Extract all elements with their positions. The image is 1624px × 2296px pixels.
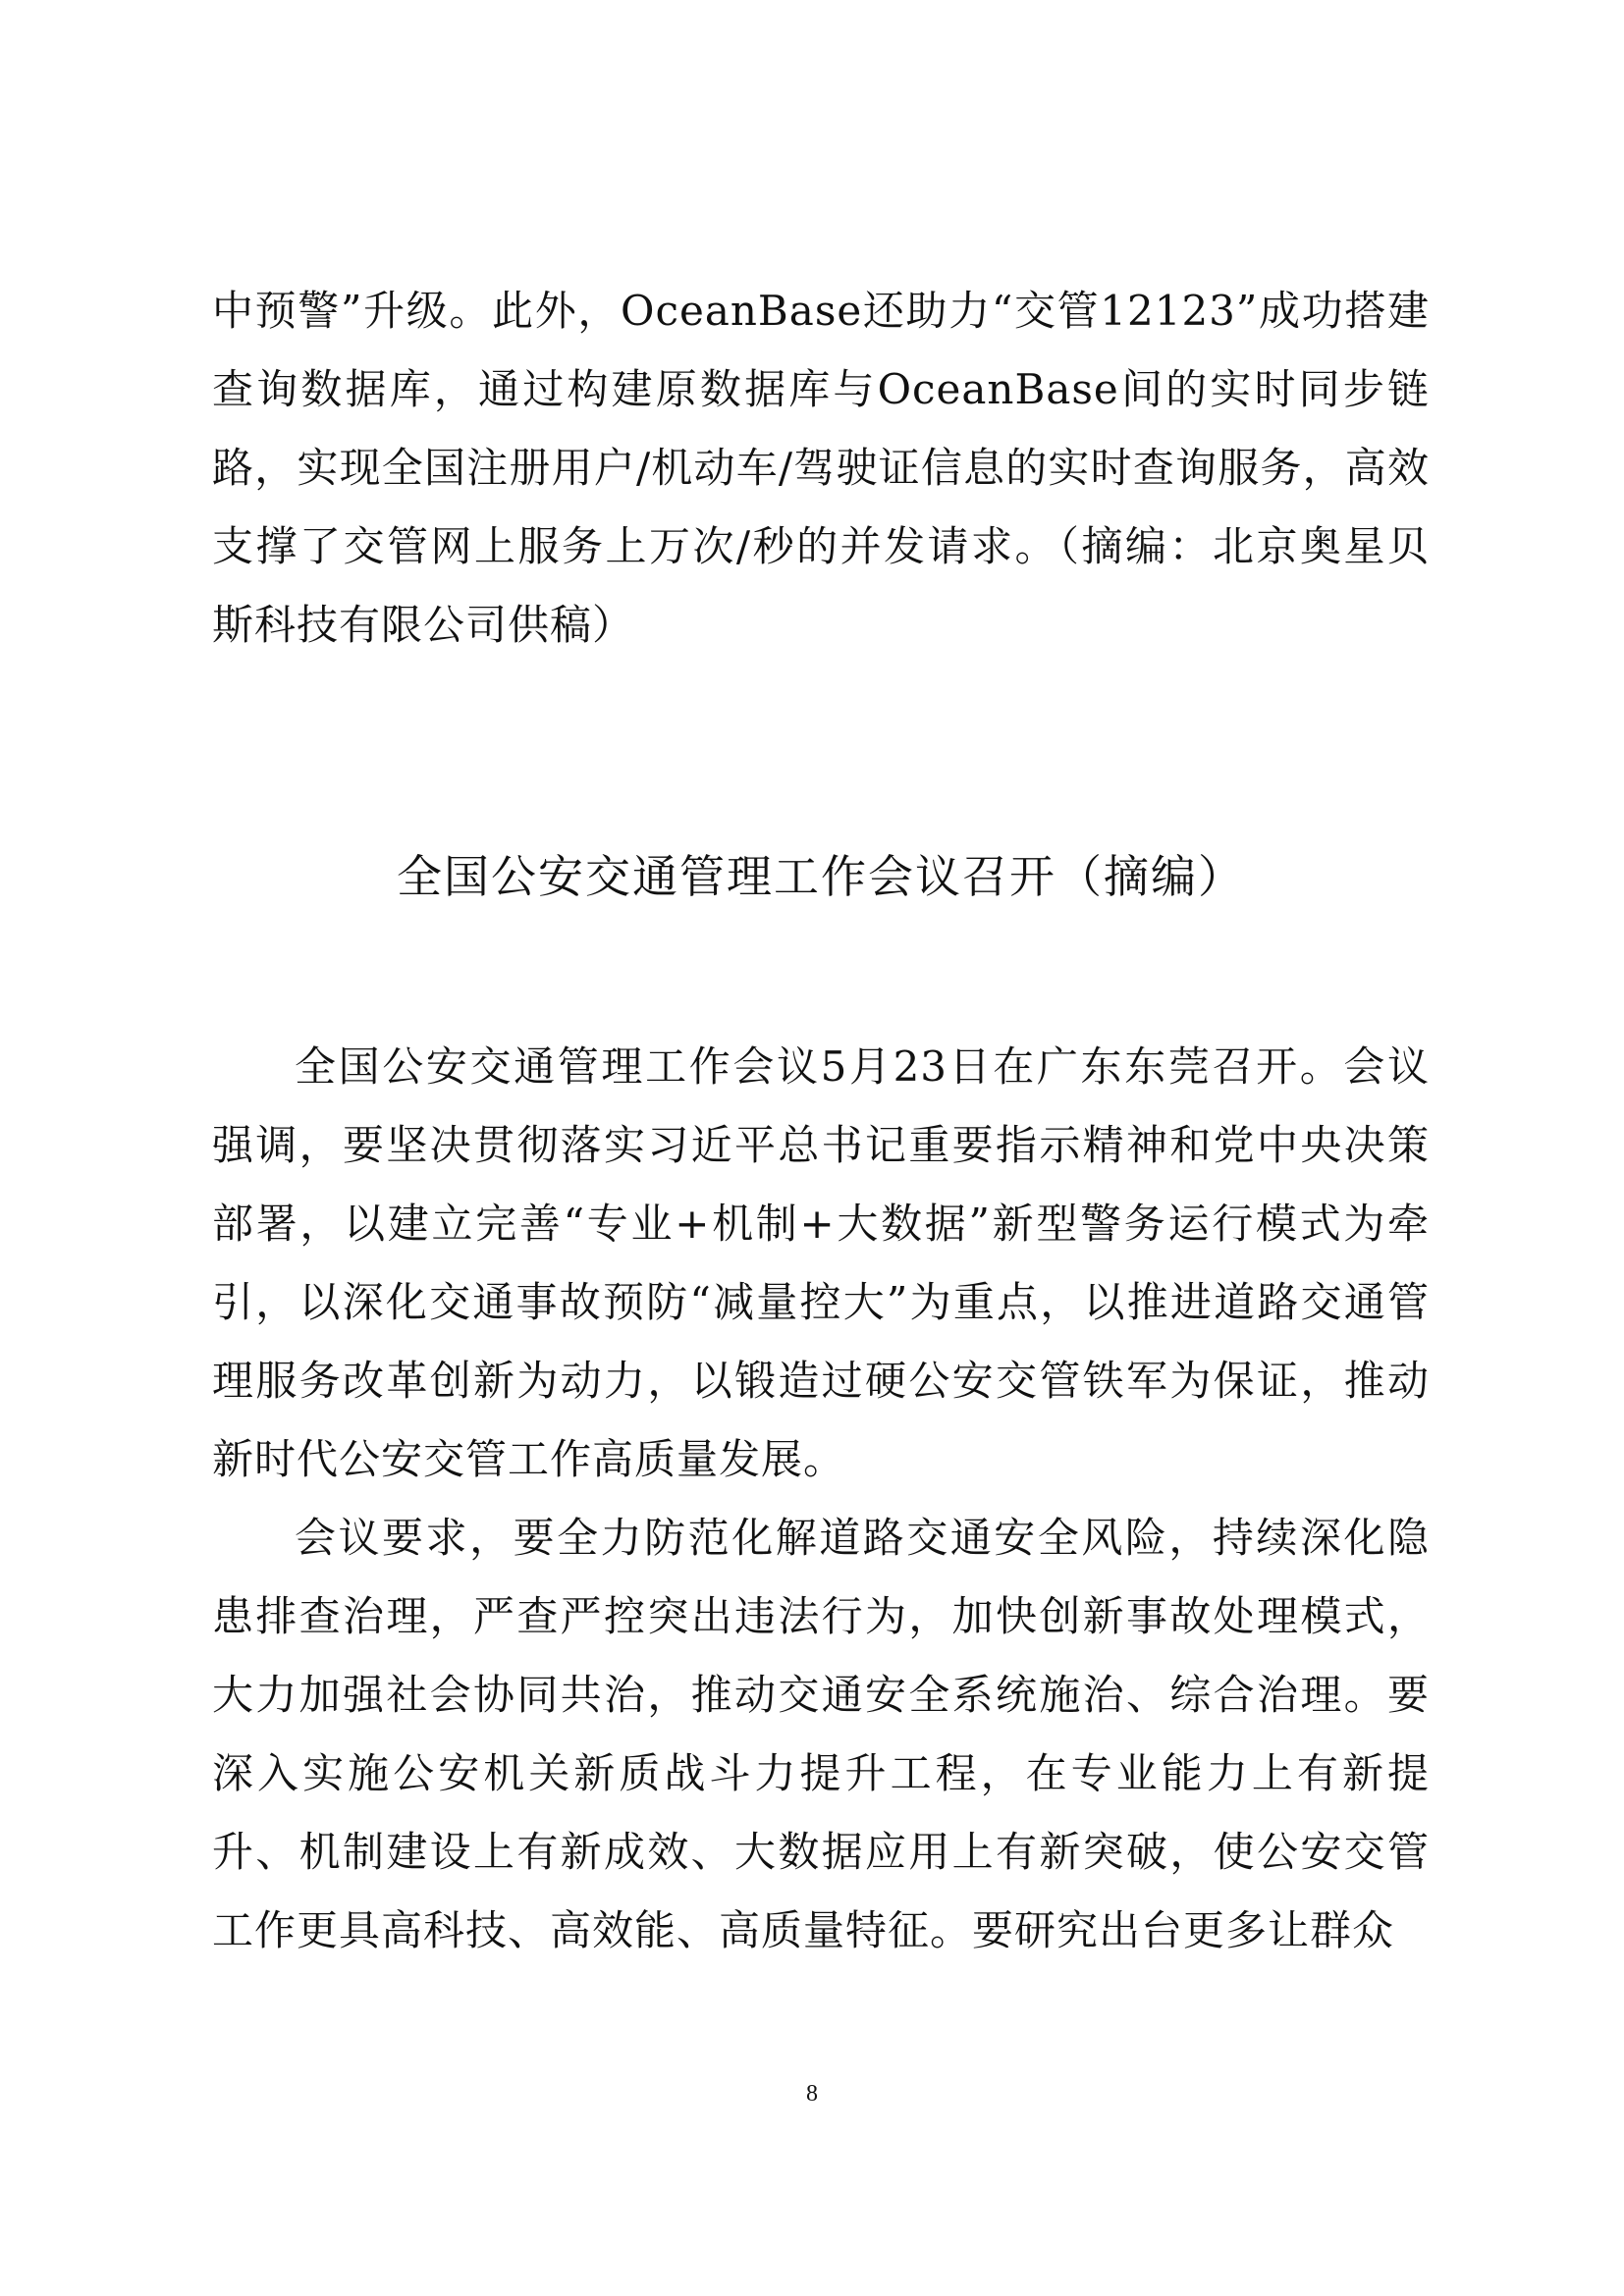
article-paragraph-1: 全国公安交通管理工作会议5月23日在广东东莞召开。会议强调，要坚决贯彻落实习近平总书记重要指示精神和党中央决策部署，以建立完善“专业+机制+大数据”新型警务运行模式为牵引，以深化交通事故预防“减量控大”为重点，以推进道路交通管理服务改革创新为动力，以锻造过硬公安交管铁军为保证，推动新时代公安交管工作高质量发展。: [212, 1042, 1430, 1483]
article-paragraph-2: 会议要求，要全力防范化解道路交通安全风险，持续深化隐患排查治理，严查严控突出违法行为，加快创新事故处理模式，大力加强社会协同共治，推动交通安全系统施治、综合治理。要深入实施公安机关新质战斗力提升工程，在专业能力上有新提升、机制建设上有新成效、大数据应用上有新突破，使公安交管工作更具高科技、高效能、高质量特征。要研究出台更多让群众: [212, 1514, 1430, 1954]
article-body: [212, 1028, 1430, 1970]
page-number: 8: [806, 2081, 818, 2107]
continued-paragraph: 中预警”升级。此外，OceanBase还助力“交管12123”成功搭建查询数据库，通过构建原数据库与OceanBase间的实时同步链路，实现全国注册用户/机动车/驾驶证信息的实时查询服务，高效支撑了交管网上服务上万次/秒的并发请求。（摘编：北京奥星贝斯科技有限公司供稿）: [212, 287, 1430, 649]
article-title: 全国公安交通管理工作会议召开（摘编）: [397, 850, 1245, 903]
